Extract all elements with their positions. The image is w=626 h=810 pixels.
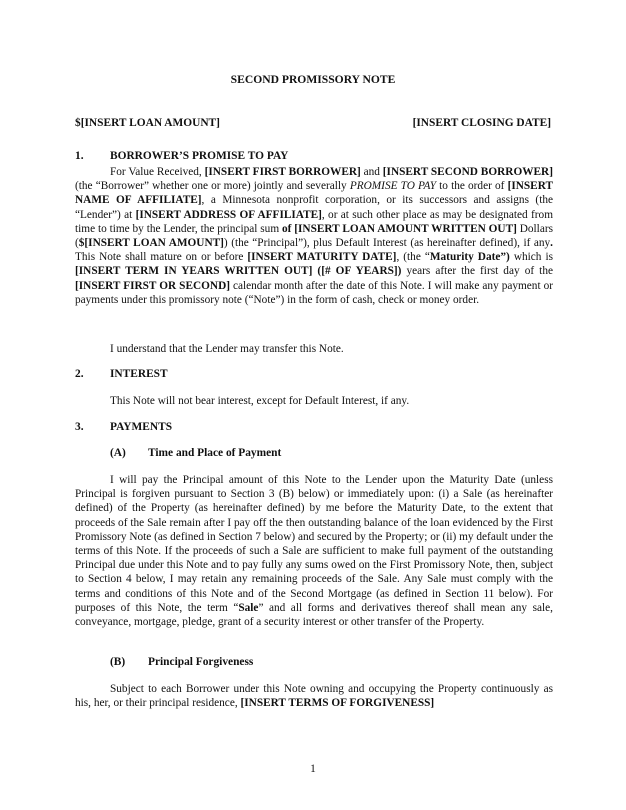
section-number: 3. bbox=[75, 421, 84, 433]
page-number: 1 bbox=[310, 763, 316, 775]
section-title: INTEREST bbox=[110, 368, 168, 380]
subsection-b-paragraph: Subject to each Borrower under this Note owning and occupying the Property continuously as his, her, or their principal residence, [INSERT TERMS OF FORGIVENESS] bbox=[75, 683, 553, 710]
subsection-a-heading bbox=[110, 446, 550, 461]
section-number: 1. bbox=[75, 150, 84, 162]
loan-amount-placeholder: $[INSERT LOAN AMOUNT] bbox=[75, 117, 220, 129]
section-1-paragraph-1: For Value Received, [INSERT FIRST BORROWER] and [INSERT SECOND BORROWER] (the “Borrower” whether one or more) jointly and severally PROMISE TO PAY to the order of [INSERT NAME OF AFFILIATE], a Minnesota nonprofit corporation, or its successors and assigns (the “Lender”) at [INSERT ADDRESS OF AFFILIATE], or at such other place as may be designated from time to time by the Lender, the principal sum of [INSERT LOAN AMOUNT WRITTEN OUT] Dollars ($[INSERT LOAN AMOUNT]) (the “Principal”), plus Default Interest (as hereinafter defined), if any. This Note shall mature on or before [INSERT MATURITY DATE], (the “Maturity Date”) which is [INSERT TERM IN YEARS WRITTEN OUT] ([# OF YEARS]) years after the first day of the [INSERT FIRST OR SECOND] calendar month after the date of this Note. I will make any payment or payments under this promissory note (“Note”) in the form of cash, check or money order. bbox=[75, 166, 553, 306]
section-1-paragraph-2: I understand that the Lender may transfer this Note. bbox=[110, 343, 344, 355]
section-3-heading bbox=[75, 420, 553, 435]
subsection-b-heading bbox=[110, 655, 550, 670]
subsection-label: (A) bbox=[110, 447, 126, 459]
section-2-paragraph: This Note will not bear interest, except for Default Interest, if any. bbox=[110, 395, 410, 407]
subsection-title: Time and Place of Payment bbox=[148, 447, 282, 459]
subsection-label: (B) bbox=[110, 656, 126, 668]
section-number: 2. bbox=[75, 368, 84, 380]
section-2-heading bbox=[75, 367, 553, 382]
document-title: SECOND PROMISSORY NOTE bbox=[230, 73, 396, 86]
closing-date-placeholder: [INSERT CLOSING DATE] bbox=[412, 117, 551, 129]
section-title: PAYMENTS bbox=[110, 421, 173, 433]
section-title: BORROWER’S PROMISE TO PAY bbox=[110, 150, 289, 162]
section-1-heading bbox=[75, 149, 553, 164]
subsection-title: Principal Forgiveness bbox=[148, 656, 254, 668]
subsection-a-paragraph: I will pay the Principal amount of this Note to the Lender upon the Maturity Date (unless Principal is forgiven pursuant to Section 3 (B) below) or immediately upon: (i) a Sale (as hereinafter defined) of the Property (as hereinafter defined) by me before the Maturity Date, to the extent that proceeds of the Sale remain after I pay off the then outstanding balance of the loan evidenced by the First Promissory Note (as defined in Section 7 below) and secured by the Property; or (ii) my default under the terms of this Note. If the proceeds of such a Sale are sufficient to make full payment of the outstanding Principal due under this Note and to pay fully any sums owed on the First Promissory Note, then, subject to Section 4 below, I may retain any remaining proceeds of the Sale. Any Sale must comply with the terms and conditions of this Note and of the Second Mortgage (as defined in Section 11 below). For purposes of this Note, the term “Sale” and all forms and derivatives thereof shall mean any sale, conveyance, mortgage, pledge, grant of a security interest or other transfer of the Property. bbox=[75, 474, 553, 629]
